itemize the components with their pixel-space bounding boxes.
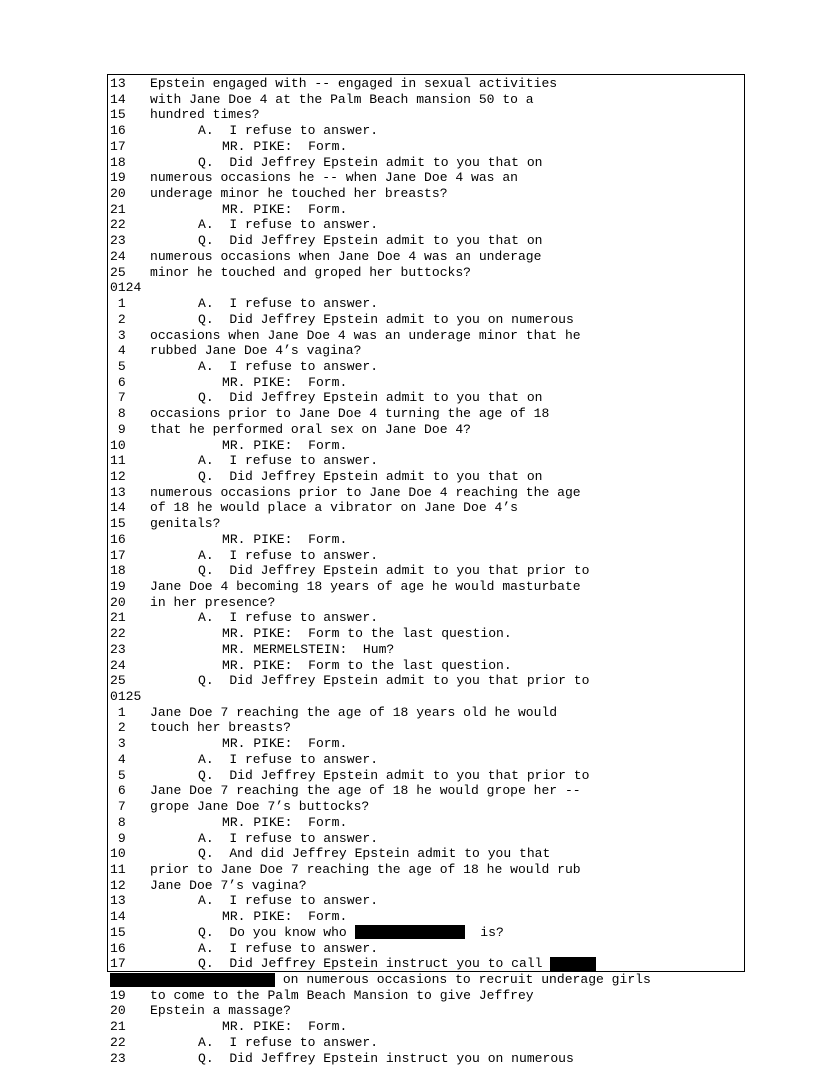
- line-number: 20: [110, 594, 126, 610]
- line-number: 6: [110, 783, 126, 799]
- transcript-line: [110, 1003, 746, 1019]
- line-text: A. I refuse to answer.: [198, 610, 379, 626]
- line-number: 6: [110, 374, 126, 390]
- transcript-line: [110, 752, 746, 768]
- transcript-line: [110, 720, 746, 736]
- transcript-line: [110, 422, 746, 438]
- line-number: 18: [110, 563, 126, 579]
- transcript-line: [110, 642, 746, 658]
- transcript-line: [110, 736, 746, 752]
- transcript-line: [110, 155, 746, 171]
- line-number: 20: [110, 1003, 126, 1019]
- transcript-line: [110, 1051, 746, 1066]
- line-text: A. I refuse to answer.: [198, 1034, 379, 1050]
- transcript-line: [110, 893, 746, 909]
- transcript-line: [110, 768, 746, 784]
- line-number: 13: [110, 484, 126, 500]
- line-number: 12: [110, 468, 126, 484]
- transcript-line: [110, 658, 746, 674]
- line-text: that he performed oral sex on Jane Doe 4?: [150, 421, 472, 437]
- line-number: 14: [110, 909, 126, 925]
- line-text-part: on numerous occasions to recruit underage girls: [282, 971, 651, 987]
- line-text: MR. PIKE: Form to the last question.: [222, 626, 512, 642]
- transcript-line: [110, 390, 746, 406]
- transcript-line: [110, 76, 746, 92]
- line-number: 8: [110, 406, 126, 422]
- line-text: numerous occasions he -- when Jane Doe 4 was an: [150, 170, 518, 186]
- transcript-line: [110, 610, 746, 626]
- transcript-line: [110, 280, 746, 296]
- transcript-line: [110, 123, 746, 139]
- line-number: 4: [110, 343, 126, 359]
- line-text: MR. PIKE: Form.: [222, 138, 348, 154]
- line-number: 19: [110, 170, 126, 186]
- line-number: 14: [110, 500, 126, 516]
- transcript-line: [110, 485, 746, 501]
- line-text: A. I refuse to answer.: [198, 940, 379, 956]
- line-text: MR. PIKE: Form.: [222, 736, 348, 752]
- line-text: A. I refuse to answer.: [198, 358, 379, 374]
- line-text: to come to the Palm Beach Mansion to give Jeffrey: [150, 987, 534, 1003]
- transcript-line: [110, 862, 746, 878]
- line-number: 21: [110, 610, 126, 626]
- line-text: Q. Did Jeffrey Epstein admit to you that on: [198, 154, 543, 170]
- line-number: 13: [110, 76, 126, 91]
- line-number: 11: [110, 453, 126, 469]
- line-text: A. I refuse to answer.: [198, 453, 379, 469]
- line-text: MR. MERMELSTEIN: Hum?: [222, 641, 395, 657]
- line-number: 9: [110, 421, 126, 437]
- transcript-line: [110, 941, 746, 957]
- transcript-lines: [110, 76, 746, 1066]
- line-text: in her presence?: [150, 594, 276, 610]
- transcript-line: [110, 453, 746, 469]
- line-number: 16: [110, 123, 126, 139]
- line-number: 21: [110, 1019, 126, 1035]
- line-text: MR. PIKE: Form to the last question.: [222, 657, 512, 673]
- transcript-line: [110, 375, 746, 391]
- line-text: touch her breasts?: [150, 720, 291, 736]
- transcript-line: [110, 265, 746, 281]
- line-text: Q. Did Jeffrey Epstein admit to you that on: [198, 468, 543, 484]
- transcript-line: [110, 563, 746, 579]
- line-number: 17: [110, 956, 126, 972]
- transcript-line: [110, 170, 746, 186]
- line-text: rubbed Jane Doe 4’s vagina?: [150, 343, 362, 359]
- line-number: 13: [110, 893, 126, 909]
- line-text: [198, 925, 504, 941]
- line-number: 25: [110, 264, 126, 280]
- line-text: with Jane Doe 4 at the Palm Beach mansion 50 to a: [150, 91, 534, 107]
- transcript-line: [110, 233, 746, 249]
- transcript-line: [110, 846, 746, 862]
- transcript-line: [110, 673, 746, 689]
- line-text: Q. Did Jeffrey Epstein admit to you that on: [198, 390, 543, 406]
- transcript-line: [110, 438, 746, 454]
- line-number: 12: [110, 877, 126, 893]
- line-number: 1: [110, 296, 126, 312]
- transcript-line: [110, 469, 746, 485]
- line-text: MR. PIKE: Form.: [222, 909, 348, 925]
- transcript-line: [110, 783, 746, 799]
- transcript-line: [110, 815, 746, 831]
- transcript-line: [110, 500, 746, 516]
- transcript-line: [110, 139, 746, 155]
- transcript-line: [110, 626, 746, 642]
- line-number: 2: [110, 720, 126, 736]
- redaction-bar: [110, 973, 275, 987]
- line-number: 10: [110, 437, 126, 453]
- transcript-line: [110, 925, 746, 941]
- transcript-line: [110, 107, 746, 123]
- line-text: Q. Did Jeffrey Epstein admit to you that prior to: [198, 673, 590, 689]
- line-text: A. I refuse to answer.: [198, 830, 379, 846]
- line-text: Q. And did Jeffrey Epstein admit to you that: [198, 846, 551, 862]
- line-number: 22: [110, 626, 126, 642]
- transcript-line: [110, 689, 746, 705]
- transcript-line: [110, 799, 746, 815]
- line-number: 19: [110, 987, 126, 1003]
- line-text: Jane Doe 7 reaching the age of 18 years old he would: [150, 704, 558, 720]
- transcript-line: [110, 1019, 746, 1035]
- line-text: A. I refuse to answer.: [198, 547, 379, 563]
- line-number: 19: [110, 579, 126, 594]
- line-number: 21: [110, 201, 126, 217]
- line-number: 22: [110, 217, 126, 233]
- line-text: Q. Did Jeffrey Epstein admit to you on numerous: [198, 311, 574, 327]
- line-number: 22: [110, 1034, 126, 1050]
- transcript-line: [110, 249, 746, 265]
- transcript-line: [110, 359, 746, 375]
- transcript-line: [110, 548, 746, 564]
- line-number: 3: [110, 327, 126, 343]
- transcript-line: [110, 296, 746, 312]
- line-number: 15: [110, 924, 126, 940]
- line-text: grope Jane Doe 7’s buttocks?: [150, 799, 370, 815]
- line-text: MR. PIKE: Form.: [222, 1019, 348, 1035]
- transcript-line: [110, 909, 746, 925]
- line-text-part: Q. Did Jeffrey Epstein instruct you to call: [198, 956, 543, 972]
- line-text: MR. PIKE: Form.: [222, 374, 348, 390]
- transcript-line: [110, 595, 746, 611]
- transcript-line: [110, 343, 746, 359]
- line-number: 0125: [110, 689, 142, 705]
- line-text: A. I refuse to answer.: [198, 751, 379, 767]
- line-text: occasions prior to Jane Doe 4 turning the age of 18: [150, 406, 550, 422]
- transcript-line: [110, 186, 746, 202]
- line-text-part: Q. Do you know who: [198, 924, 347, 940]
- line-text: Epstein engaged with -- engaged in sexual activities: [150, 76, 558, 91]
- line-text: underage minor he touched her breasts?: [150, 186, 448, 202]
- line-text: hundred times?: [150, 107, 260, 123]
- transcript-line: [110, 202, 746, 218]
- line-text: genitals?: [150, 516, 221, 532]
- line-text: A. I refuse to answer.: [198, 123, 379, 139]
- line-number: 23: [110, 233, 126, 249]
- line-number: 15: [110, 516, 126, 532]
- transcript-line: [110, 312, 746, 328]
- line-number: 20: [110, 186, 126, 202]
- transcript-line: [110, 328, 746, 344]
- line-text: prior to Jane Doe 7 reaching the age of 18 he would rub: [150, 861, 581, 877]
- line-number: 1: [110, 704, 126, 720]
- line-text: A. I refuse to answer.: [198, 893, 379, 909]
- line-number: 4: [110, 751, 126, 767]
- line-text: MR. PIKE: Form.: [222, 437, 348, 453]
- line-number: 5: [110, 358, 126, 374]
- line-text: [110, 972, 651, 988]
- line-number: 10: [110, 846, 126, 862]
- line-number: 23: [110, 1050, 126, 1066]
- transcript-line: [110, 516, 746, 532]
- line-text: Epstein a massage?: [150, 1003, 291, 1019]
- line-text-part: is?: [480, 924, 504, 940]
- line-number: 0124: [110, 280, 142, 296]
- transcript-line: [110, 956, 746, 972]
- line-number: 16: [110, 940, 126, 956]
- transcript-line: [110, 988, 746, 1004]
- transcript-line: [110, 92, 746, 108]
- line-text: MR. PIKE: Form.: [222, 814, 348, 830]
- line-text: Q. Did Jeffrey Epstein instruct you on numerous: [198, 1050, 574, 1066]
- transcript-line: [110, 532, 746, 548]
- line-number: 7: [110, 799, 126, 815]
- line-text: A. I refuse to answer.: [198, 296, 379, 312]
- line-text: Jane Doe 4 becoming 18 years of age he would masturbate: [150, 579, 581, 594]
- line-number: 8: [110, 814, 126, 830]
- transcript-line: [110, 217, 746, 233]
- line-text: Q. Did Jeffrey Epstein admit to you that on: [198, 233, 543, 249]
- line-number: 15: [110, 107, 126, 123]
- line-number: 25: [110, 673, 126, 689]
- redaction-bar: [355, 925, 465, 939]
- line-text: MR. PIKE: Form.: [222, 531, 348, 547]
- line-number: 16: [110, 531, 126, 547]
- line-number: 17: [110, 138, 126, 154]
- line-text: MR. PIKE: Form.: [222, 201, 348, 217]
- transcript-line: [110, 406, 746, 422]
- line-text: Jane Doe 7 reaching the age of 18 he would grope her --: [150, 783, 581, 799]
- line-number: 23: [110, 641, 126, 657]
- line-number: 17: [110, 547, 126, 563]
- transcript-line: [110, 878, 746, 894]
- line-number: 2: [110, 311, 126, 327]
- transcript-line: [110, 1035, 746, 1051]
- line-number: 14: [110, 91, 126, 107]
- transcript-line: [110, 705, 746, 721]
- line-text: Jane Doe 7’s vagina?: [150, 877, 307, 893]
- line-number: 11: [110, 861, 126, 877]
- line-number: 24: [110, 657, 126, 673]
- line-text: [198, 956, 596, 972]
- line-text: A. I refuse to answer.: [198, 217, 379, 233]
- transcript-line: [110, 831, 746, 847]
- line-number: 3: [110, 736, 126, 752]
- line-text: occasions when Jane Doe 4 was an underage minor that he: [150, 327, 581, 343]
- line-text: Q. Did Jeffrey Epstein admit to you that prior to: [198, 767, 590, 783]
- transcript-line: [110, 579, 746, 595]
- line-text: numerous occasions when Jane Doe 4 was an underage: [150, 248, 542, 264]
- redaction-bar: [550, 957, 596, 971]
- line-number: 5: [110, 767, 126, 783]
- transcript-line: [110, 972, 746, 988]
- line-text: minor he touched and groped her buttocks?: [150, 264, 472, 280]
- line-number: 9: [110, 830, 126, 846]
- line-number: 7: [110, 390, 126, 406]
- line-text: Q. Did Jeffrey Epstein admit to you that prior to: [198, 563, 590, 579]
- line-number: 18: [110, 154, 126, 170]
- line-number: 24: [110, 248, 126, 264]
- line-text: of 18 he would place a vibrator on Jane Doe 4’s: [150, 500, 518, 516]
- line-text: numerous occasions prior to Jane Doe 4 reaching the age: [150, 484, 581, 500]
